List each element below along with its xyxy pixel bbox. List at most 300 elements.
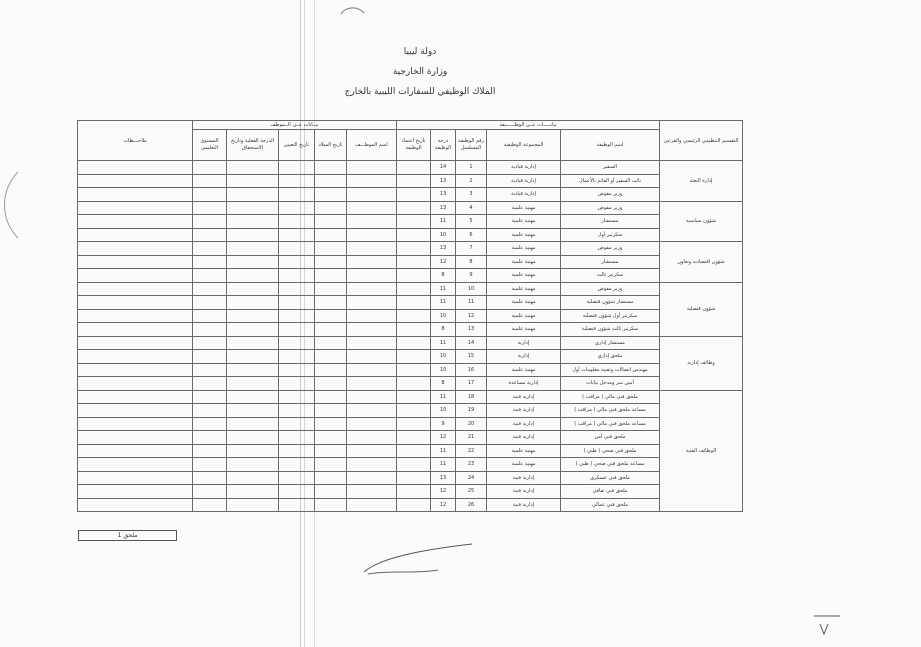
approval-date-cell [397,404,431,418]
education-cell [193,296,227,310]
unit-name-cell: الوظائف الفنية [660,390,743,512]
serial-cell: 2 [456,174,487,188]
education-cell [193,323,227,337]
employee-name-cell [347,471,397,485]
job-group-cell: إدارية فنية [487,498,561,512]
unit-name-cell: وظائف إدارية [660,336,743,390]
job-group-cell: مهنية علمية [487,255,561,269]
notes-cell [78,377,193,391]
appointment-date-cell [279,431,315,445]
birth-date-cell [315,188,347,202]
employee-name-cell [347,444,397,458]
table-row [78,201,743,215]
group-header-job: بيانـــــات عــن الوظــــــيفة [397,121,660,130]
notes-cell [78,296,193,310]
appointment-date-cell [279,201,315,215]
table-row [78,336,743,350]
employee-name-cell [347,417,397,431]
grade-cell: 11 [431,215,456,229]
notes-cell [78,471,193,485]
serial-cell: 14 [456,336,487,350]
grade-cell: 13 [431,174,456,188]
education-cell [193,485,227,499]
current-grade-cell [227,377,279,391]
grade-cell: 8 [431,269,456,283]
table-row [78,390,743,404]
current-grade-cell [227,444,279,458]
education-cell [193,390,227,404]
table-row [78,174,743,188]
education-cell [193,498,227,512]
current-grade-cell [227,269,279,283]
table-row [78,282,743,296]
group-header-employee: بيــانات عــن الــموظف [193,121,397,130]
education-cell [193,255,227,269]
birth-date-cell [315,255,347,269]
job-name-cell: مستشار شؤون قنصلية [561,296,660,310]
notes-cell [78,309,193,323]
birth-date-cell [315,471,347,485]
serial-cell: 23 [456,458,487,472]
serial-cell: 7 [456,242,487,256]
table-row [78,404,743,418]
notes-cell [78,336,193,350]
job-name-cell: سكرتير أول شؤون قنصلية [561,309,660,323]
notes-cell [78,282,193,296]
appointment-date-cell [279,336,315,350]
job-group-cell: مهنية علمية [487,444,561,458]
staffing-table-body [78,161,743,512]
notes-cell [78,255,193,269]
grade-cell: 13 [431,188,456,202]
appointment-date-cell [279,471,315,485]
employee-name-cell [347,485,397,499]
table-row [78,377,743,391]
approval-date-cell [397,485,431,499]
table-row [78,188,743,202]
serial-cell: 5 [456,215,487,229]
job-name-cell: مستشار [561,215,660,229]
job-name-cell: ملحق فني صحي ( طبي ) [561,444,660,458]
education-cell [193,431,227,445]
appointment-date-cell [279,390,315,404]
employee-name-cell [347,161,397,175]
current-grade-cell [227,350,279,364]
education-cell [193,282,227,296]
approval-date-cell [397,417,431,431]
grade-cell: 12 [431,485,456,499]
education-cell [193,417,227,431]
employee-name-cell [347,309,397,323]
employee-name-cell [347,242,397,256]
unit-name-cell: شؤون اقتصادية وتعاون [660,242,743,283]
appointment-date-cell [279,323,315,337]
serial-cell: 24 [456,471,487,485]
table-row [78,363,743,377]
education-cell [193,471,227,485]
notes-cell [78,269,193,283]
birth-date-cell [315,242,347,256]
grade-cell: 11 [431,390,456,404]
table-row [78,350,743,364]
education-cell [193,336,227,350]
employee-name-cell [347,269,397,283]
serial-cell: 18 [456,390,487,404]
approval-date-cell [397,390,431,404]
serial-cell: 6 [456,228,487,242]
job-name-cell: ملحق فني مالي ( مراقب ) [561,390,660,404]
notes-cell [78,188,193,202]
education-cell [193,444,227,458]
education-cell [193,215,227,229]
job-group-cell: إدارية فنية [487,485,561,499]
birth-date-cell [315,404,347,418]
document-header [300,42,540,102]
appointment-date-cell [279,188,315,202]
job-group-cell: إدارية مساعدة [487,377,561,391]
serial-cell: 11 [456,296,487,310]
notes-cell [78,498,193,512]
birth-date-cell [315,309,347,323]
current-grade-cell [227,417,279,431]
birth-date-cell [315,431,347,445]
grade-cell: 10 [431,228,456,242]
serial-cell: 20 [456,417,487,431]
job-name-cell: وزير مفوض [561,188,660,202]
notes-cell [78,174,193,188]
appointment-date-cell [279,404,315,418]
col-header-job-group: المجموعة الوظيفية [487,130,561,161]
current-grade-cell [227,282,279,296]
appointment-date-cell [279,363,315,377]
approval-date-cell [397,242,431,256]
table-row [78,471,743,485]
current-grade-cell [227,471,279,485]
job-name-cell: وزير مفوض [561,201,660,215]
current-grade-cell [227,174,279,188]
table-row [78,161,743,175]
approval-date-cell [397,255,431,269]
appointment-date-cell [279,377,315,391]
employee-name-cell [347,201,397,215]
col-header-birth-date: تاريخ الميلاد [315,130,347,161]
table-row [78,269,743,283]
appointment-date-cell [279,485,315,499]
notes-cell [78,404,193,418]
appointment-date-cell [279,309,315,323]
current-grade-cell [227,255,279,269]
grade-cell: 13 [431,201,456,215]
approval-date-cell [397,444,431,458]
employee-name-cell [347,282,397,296]
education-cell [193,377,227,391]
birth-date-cell [315,215,347,229]
notes-cell [78,458,193,472]
job-group-cell: مهنية علمية [487,363,561,377]
unit-name-cell: إدارة البعثة [660,161,743,202]
education-cell [193,161,227,175]
job-name-cell: سكرتير أول [561,228,660,242]
current-grade-cell [227,390,279,404]
approval-date-cell [397,336,431,350]
job-group-cell: إدارية فنية [487,431,561,445]
staffing-table [77,120,743,512]
ministry-name: وزارة الخارجية [392,67,448,77]
table-row [78,255,743,269]
birth-date-cell [315,323,347,337]
birth-date-cell [315,498,347,512]
current-grade-cell [227,161,279,175]
approval-date-cell [397,350,431,364]
grade-cell: 11 [431,282,456,296]
education-cell [193,174,227,188]
employee-name-cell [347,228,397,242]
serial-cell: 8 [456,255,487,269]
current-grade-cell [227,228,279,242]
job-name-cell: سكرتير ثالث [561,269,660,283]
appointment-date-cell [279,174,315,188]
notes-cell [78,228,193,242]
notes-cell [78,444,193,458]
birth-date-cell [315,350,347,364]
grade-cell: 11 [431,444,456,458]
job-group-cell: مهنية علمية [487,215,561,229]
appointment-date-cell [279,417,315,431]
birth-date-cell [315,269,347,283]
appointment-date-cell [279,498,315,512]
grade-cell: 11 [431,336,456,350]
serial-cell: 4 [456,201,487,215]
approval-date-cell [397,215,431,229]
approval-date-cell [397,201,431,215]
job-group-cell: إدارية فنية [487,471,561,485]
education-cell [193,269,227,283]
serial-cell: 16 [456,363,487,377]
notes-cell [78,417,193,431]
job-name-cell: مساعد ملحق فني مالي ( مراقب ) [561,404,660,418]
job-name-cell: مستشار إداري [561,336,660,350]
approval-date-cell [397,188,431,202]
approval-date-cell [397,323,431,337]
education-cell [193,404,227,418]
col-header-education: المستوى التعليمي [193,130,227,161]
table-row [78,417,743,431]
job-name-cell: ملحق فني عمالي [561,498,660,512]
current-grade-cell [227,498,279,512]
serial-cell: 15 [456,350,487,364]
table-row [78,309,743,323]
table-row [78,431,743,445]
employee-name-cell [347,336,397,350]
job-group-cell: إدارية قيادية [487,188,561,202]
grade-cell: 11 [431,296,456,310]
approval-date-cell [397,431,431,445]
job-name-cell: سكرتير ثالث شؤون قنصلية [561,323,660,337]
serial-cell: 21 [456,431,487,445]
current-grade-cell [227,458,279,472]
education-cell [193,188,227,202]
job-name-cell: ملحق إداري [561,350,660,364]
serial-cell: 10 [456,282,487,296]
serial-cell: 1 [456,161,487,175]
notes-cell [78,323,193,337]
education-cell [193,458,227,472]
education-cell [193,363,227,377]
notes-cell [78,431,193,445]
employee-name-cell [347,404,397,418]
job-group-cell: إدارية [487,350,561,364]
table-row [78,296,743,310]
job-name-cell: وزير مفوض [561,242,660,256]
col-header-serial: رقم الوظيفة المسلسل [456,130,487,161]
notes-cell [78,390,193,404]
notes-cell [78,242,193,256]
current-grade-cell [227,296,279,310]
birth-date-cell [315,458,347,472]
unit-name-cell: شؤون سياسية [660,201,743,242]
current-grade-cell [227,363,279,377]
appointment-date-cell [279,161,315,175]
grade-cell: 10 [431,363,456,377]
serial-cell: 12 [456,309,487,323]
current-grade-cell [227,309,279,323]
employee-name-cell [347,174,397,188]
table-row [78,444,743,458]
grade-cell: 13 [431,471,456,485]
job-group-cell: مهنية علمية [487,242,561,256]
approval-date-cell [397,498,431,512]
job-name-cell: مستشار [561,255,660,269]
approval-date-cell [397,174,431,188]
employee-name-cell [347,431,397,445]
education-cell [193,242,227,256]
approval-date-cell [397,471,431,485]
employee-name-cell [347,363,397,377]
appointment-date-cell [279,458,315,472]
state-name: دولة ليبيا [403,47,437,57]
birth-date-cell [315,161,347,175]
grade-cell: 10 [431,404,456,418]
approval-date-cell [397,228,431,242]
appointment-date-cell [279,350,315,364]
notes-cell [78,363,193,377]
job-name-cell: مساعد ملحق فني صحي ( طبي ) [561,458,660,472]
job-name-cell: السفير [561,161,660,175]
current-grade-cell [227,336,279,350]
education-cell [193,309,227,323]
approval-date-cell [397,309,431,323]
current-grade-cell [227,323,279,337]
appointment-date-cell [279,255,315,269]
col-header-job-name: اسم الوظيفة [561,130,660,161]
col-header-grade: درجة الوظيفة [431,130,456,161]
table-row [78,458,743,472]
employee-name-cell [347,350,397,364]
job-group-cell: إدارية فنية [487,404,561,418]
job-group-cell: مهنية علمية [487,201,561,215]
employee-name-cell [347,255,397,269]
grade-cell: 13 [431,242,456,256]
appointment-date-cell [279,282,315,296]
current-grade-cell [227,242,279,256]
table-row [78,323,743,337]
birth-date-cell [315,444,347,458]
education-cell [193,228,227,242]
job-group-cell: مهنية علمية [487,323,561,337]
current-grade-cell [227,201,279,215]
notes-cell [78,485,193,499]
job-group-cell: مهنية علمية [487,458,561,472]
approval-date-cell [397,296,431,310]
serial-cell: 19 [456,404,487,418]
appointment-date-cell [279,228,315,242]
employee-name-cell [347,458,397,472]
job-name-cell: ملحق فني ثقافي [561,485,660,499]
grade-cell: 14 [431,161,456,175]
approval-date-cell [397,161,431,175]
job-group-cell: إدارية فنية [487,417,561,431]
document-title: الملاك الوظيفي للسفارات الليبية بالخارج [344,87,496,97]
job-group-cell: مهنية علمية [487,296,561,310]
job-name-cell: ملحق فني عسكري [561,471,660,485]
birth-date-cell [315,377,347,391]
appointment-date-cell [279,296,315,310]
grade-cell: 12 [431,498,456,512]
col-header-appointment-date: تاريخ التعيين [279,130,315,161]
birth-date-cell [315,201,347,215]
birth-date-cell [315,485,347,499]
notes-cell [78,161,193,175]
appointment-date-cell [279,444,315,458]
appointment-date-cell [279,215,315,229]
serial-cell: 3 [456,188,487,202]
notes-cell [78,350,193,364]
annex-label: ملحق 1 [78,530,177,541]
grade-cell: 8 [431,323,456,337]
job-group-cell: مهنية علمية [487,228,561,242]
col-header-unit: التقسيم التنظيمي الرئيسي والفرعي [660,121,743,161]
serial-cell: 25 [456,485,487,499]
birth-date-cell [315,174,347,188]
approval-date-cell [397,377,431,391]
birth-date-cell [315,390,347,404]
employee-name-cell [347,498,397,512]
col-header-approval-date: تاريخ اعتماد الوظيفة [397,130,431,161]
employee-name-cell [347,188,397,202]
grade-cell: 10 [431,350,456,364]
employee-name-cell [347,390,397,404]
job-name-cell: ملحق فني أمن [561,431,660,445]
approval-date-cell [397,269,431,283]
current-grade-cell [227,404,279,418]
job-group-cell: مهنية علمية [487,309,561,323]
education-cell [193,350,227,364]
job-name-cell: أمين سر ومدخل بيانات [561,377,660,391]
job-name-cell: مهندس اتصالات وتقنية معلومات أول [561,363,660,377]
job-group-cell: إدارية قيادية [487,161,561,175]
approval-date-cell [397,458,431,472]
appointment-date-cell [279,242,315,256]
job-name-cell: مساعد ملحق فني مالي ( مراقب ) [561,417,660,431]
notes-cell [78,215,193,229]
col-header-employee-name: اسم الموظـــف [347,130,397,161]
job-group-cell: مهنية علمية [487,282,561,296]
table-row [78,228,743,242]
grade-cell: 12 [431,431,456,445]
scan-smudge [338,4,368,18]
approval-date-cell [397,363,431,377]
current-grade-cell [227,431,279,445]
